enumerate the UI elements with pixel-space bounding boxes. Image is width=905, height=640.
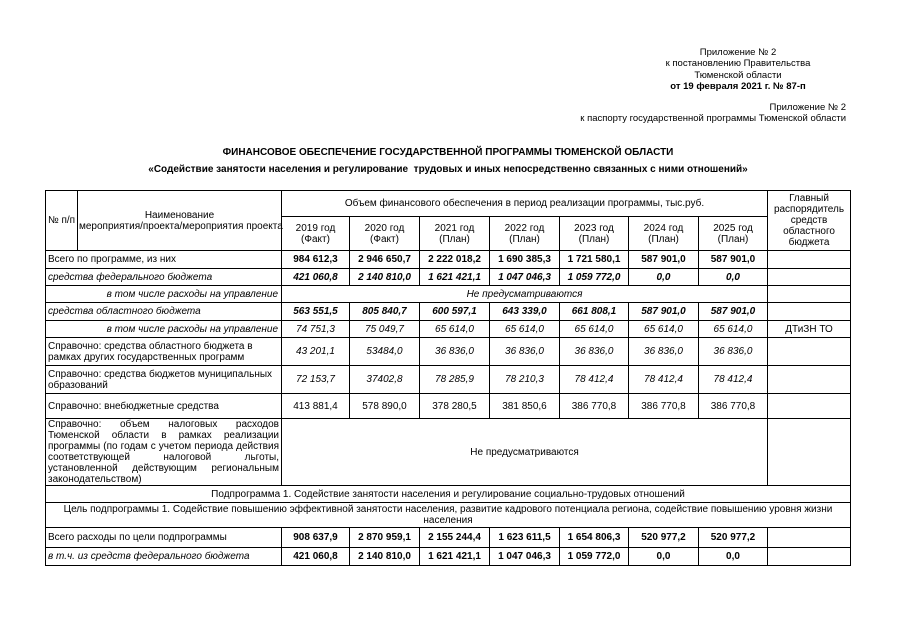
value-2022: 65 614,0 bbox=[490, 321, 560, 338]
row-label: Справочно: внебюджетные средства bbox=[46, 394, 282, 419]
value-2023: 1 059 772,0 bbox=[560, 548, 629, 566]
value-2020: 37402,8 bbox=[350, 366, 420, 394]
year-label: 2025 год bbox=[713, 222, 753, 234]
value-2022: 1 047 046,3 bbox=[490, 548, 560, 566]
table-row bbox=[46, 303, 851, 321]
value-2025: 587 901,0 bbox=[699, 251, 768, 269]
header-chief-manager: Главный распорядитель средств областного бюджета bbox=[768, 191, 851, 251]
row-label-line: соответствующей налоговой льготы, bbox=[48, 452, 279, 463]
value-2024: 520 977,2 bbox=[629, 528, 699, 548]
value-2019: 43 201,1 bbox=[282, 338, 350, 366]
chief-manager-cell bbox=[768, 366, 851, 394]
value-2020: 75 049,7 bbox=[350, 321, 420, 338]
row-label: в т.ч. из средств федерального бюджета bbox=[46, 548, 282, 566]
chief-manager-cell bbox=[768, 251, 851, 269]
subprogram-goal-line: Цель подпрограммы 1. Содействие повышению эффективной занятости населения, развитие кадрового потенциала региона, содействие повышению уровня жизни bbox=[63, 504, 833, 515]
value-2021: 36 836,0 bbox=[420, 338, 490, 366]
value-2023: 1 654 806,3 bbox=[560, 528, 629, 548]
row-label: Всего расходы по цели подпрограммы bbox=[46, 528, 282, 548]
row-label-line: Справочно: объем налоговых расходов bbox=[48, 419, 279, 430]
section-row bbox=[46, 486, 851, 503]
table-row bbox=[46, 419, 851, 486]
merged-note: Не предусматриваются bbox=[282, 419, 768, 486]
approval-line: Тюменской области bbox=[694, 69, 782, 81]
value-2019: 984 612,3 bbox=[282, 251, 350, 269]
year-label: 2022 год bbox=[504, 222, 545, 234]
value-2019: 908 637,9 bbox=[282, 528, 350, 548]
row-label: Справочно: средства бюджетов муниципальных образований bbox=[46, 366, 282, 394]
approval-line: к постановлению Правительства bbox=[665, 58, 811, 70]
value-2025: 36 836,0 bbox=[699, 338, 768, 366]
table-row bbox=[46, 269, 851, 286]
value-2024: 587 901,0 bbox=[629, 251, 699, 269]
table-row bbox=[46, 548, 851, 566]
subprogram-title: Подпрограмма 1. Содействие занятости населения и регулирование социально-трудовых отношений bbox=[46, 486, 851, 503]
value-2023: 386 770,8 bbox=[560, 394, 629, 419]
financing-table bbox=[45, 190, 851, 566]
year-label: 2023 год bbox=[574, 222, 614, 234]
table-row bbox=[46, 338, 851, 366]
value-2025: 0,0 bbox=[699, 269, 768, 286]
value-2023: 65 614,0 bbox=[560, 321, 629, 338]
chief-manager-cell bbox=[768, 394, 851, 419]
year-status: (План) bbox=[578, 233, 610, 245]
year-label: 2024 год bbox=[643, 222, 684, 234]
value-2022: 1 047 046,3 bbox=[490, 269, 560, 286]
approval-line: Приложение № 2 bbox=[699, 47, 777, 58]
value-2022: 36 836,0 bbox=[490, 338, 560, 366]
value-2021: 2 155 244,4 bbox=[420, 528, 490, 548]
row-label-line: программы (по годам с учетом периода действия bbox=[48, 441, 279, 452]
value-2019: 413 881,4 bbox=[282, 394, 350, 419]
document-title: ФИНАНСОВОЕ ОБЕСПЕЧЕНИЕ ГОСУДАРСТВЕННОЙ ПРОГРАММЫ ТЮМЕНСКОЙ ОБЛАСТИ bbox=[222, 147, 674, 158]
value-2021: 1 621 421,1 bbox=[420, 548, 490, 566]
year-label: 2019 год bbox=[295, 222, 336, 234]
value-2021: 78 285,9 bbox=[420, 366, 490, 394]
value-2024: 65 614,0 bbox=[629, 321, 699, 338]
value-2021: 65 614,0 bbox=[420, 321, 490, 338]
chief-manager-cell bbox=[768, 269, 851, 286]
header-year-2024 bbox=[629, 217, 699, 251]
value-2023: 36 836,0 bbox=[560, 338, 629, 366]
chief-manager-cell bbox=[768, 528, 851, 548]
header-number: № п/п bbox=[46, 191, 78, 251]
header-year-2025 bbox=[699, 217, 768, 251]
header-name-line: Наименование bbox=[144, 209, 215, 221]
value-2022: 1 690 385,3 bbox=[490, 251, 560, 269]
value-2020: 2 140 810,0 bbox=[350, 269, 420, 286]
table-row bbox=[46, 286, 851, 303]
row-label: средства федерального бюджета bbox=[46, 269, 282, 286]
chief-manager-cell: ДТиЗН ТО bbox=[768, 321, 851, 338]
header-year-2023 bbox=[560, 217, 629, 251]
year-status: (План) bbox=[509, 233, 540, 245]
header-year-2021 bbox=[420, 217, 490, 251]
value-2022: 381 850,6 bbox=[490, 394, 560, 419]
row-label-line: законодательством) bbox=[48, 474, 142, 485]
subprogram-goal bbox=[46, 503, 851, 528]
value-2023: 1 721 580,1 bbox=[560, 251, 629, 269]
row-label-line: установленной действующим региональным bbox=[48, 463, 279, 474]
merged-note: Не предусматриваются bbox=[282, 286, 768, 303]
year-label: 2020 год bbox=[364, 222, 405, 234]
table-row bbox=[46, 528, 851, 548]
value-2021: 2 222 018,2 bbox=[420, 251, 490, 269]
header-year-2019 bbox=[282, 217, 350, 251]
value-2022: 643 339,0 bbox=[490, 303, 560, 321]
year-status: (Факт) bbox=[301, 233, 330, 245]
approval-block bbox=[640, 47, 836, 93]
value-2022: 1 623 611,5 bbox=[490, 528, 560, 548]
value-2019: 72 153,7 bbox=[282, 366, 350, 394]
value-2020: 2 870 959,1 bbox=[350, 528, 420, 548]
value-2024: 386 770,8 bbox=[629, 394, 699, 419]
value-2024: 36 836,0 bbox=[629, 338, 699, 366]
year-label: 2021 год bbox=[434, 222, 475, 234]
value-2021: 600 597,1 bbox=[420, 303, 490, 321]
approval-date: от 19 февраля 2021 г. № 87-п bbox=[670, 81, 806, 93]
value-2023: 661 808,1 bbox=[560, 303, 629, 321]
value-2022: 78 210,3 bbox=[490, 366, 560, 394]
value-2019: 421 060,8 bbox=[282, 269, 350, 286]
row-label: в том числе расходы на управление bbox=[46, 321, 282, 338]
chief-manager-cell bbox=[768, 286, 851, 303]
header-name-line: мероприятия/проекта/мероприятия проекта bbox=[79, 220, 283, 232]
value-2020: 578 890,0 bbox=[350, 394, 420, 419]
value-2019: 421 060,8 bbox=[282, 548, 350, 566]
header-year-2022 bbox=[490, 217, 560, 251]
value-2025: 78 412,4 bbox=[699, 366, 768, 394]
table-row bbox=[46, 366, 851, 394]
table-row bbox=[46, 394, 851, 419]
year-status: (План) bbox=[648, 233, 679, 245]
header-row bbox=[46, 191, 851, 217]
value-2020: 53484,0 bbox=[350, 338, 420, 366]
row-label: средства областного бюджета bbox=[46, 303, 282, 321]
section-row bbox=[46, 503, 851, 528]
row-label: Всего по программе, из них bbox=[46, 251, 282, 269]
year-status: (План) bbox=[717, 233, 749, 245]
value-2020: 2 946 650,7 bbox=[350, 251, 420, 269]
value-2024: 587 901,0 bbox=[629, 303, 699, 321]
row-label bbox=[46, 419, 282, 486]
value-2025: 520 977,2 bbox=[699, 528, 768, 548]
value-2021: 378 280,5 bbox=[420, 394, 490, 419]
value-2023: 78 412,4 bbox=[560, 366, 629, 394]
value-2025: 0,0 bbox=[699, 548, 768, 566]
value-2024: 0,0 bbox=[629, 548, 699, 566]
value-2025: 65 614,0 bbox=[699, 321, 768, 338]
appendix-block bbox=[580, 102, 846, 124]
header-year-2020 bbox=[350, 217, 420, 251]
value-2021: 1 621 421,1 bbox=[420, 269, 490, 286]
value-2019: 563 551,5 bbox=[282, 303, 350, 321]
table-row bbox=[46, 251, 851, 269]
value-2024: 78 412,4 bbox=[629, 366, 699, 394]
appendix-line: Приложение № 2 bbox=[769, 102, 846, 113]
value-2025: 386 770,8 bbox=[699, 394, 768, 419]
document-subtitle: «Содействие занятости населения и регулирование трудовых и иных непосредственно связанных с ними отношений» bbox=[148, 164, 748, 175]
header-financing-volume: Объем финансового обеспечения в период реализации программы, тыс.руб. bbox=[282, 191, 768, 217]
year-status: (План) bbox=[439, 233, 470, 245]
chief-manager-cell bbox=[768, 338, 851, 366]
value-2023: 1 059 772,0 bbox=[560, 269, 629, 286]
value-2020: 805 840,7 bbox=[350, 303, 420, 321]
appendix-line: к паспорту государственной программы Тюменской области bbox=[580, 113, 846, 124]
subprogram-goal-line: населения bbox=[423, 515, 473, 526]
header-name bbox=[78, 191, 282, 251]
value-2025: 587 901,0 bbox=[699, 303, 768, 321]
row-label: в том числе расходы на управление bbox=[46, 286, 282, 303]
value-2020: 2 140 810,0 bbox=[350, 548, 420, 566]
table-row bbox=[46, 321, 851, 338]
row-label-line: Тюменской области в рамках реализации bbox=[48, 430, 279, 441]
year-status: (Факт) bbox=[370, 233, 399, 245]
chief-manager-cell bbox=[768, 419, 851, 486]
value-2024: 0,0 bbox=[629, 269, 699, 286]
value-2019: 74 751,3 bbox=[282, 321, 350, 338]
row-label: Справочно: средства областного бюджета в рамках других государственных программ bbox=[46, 338, 282, 366]
chief-manager-cell bbox=[768, 548, 851, 566]
chief-manager-cell bbox=[768, 303, 851, 321]
